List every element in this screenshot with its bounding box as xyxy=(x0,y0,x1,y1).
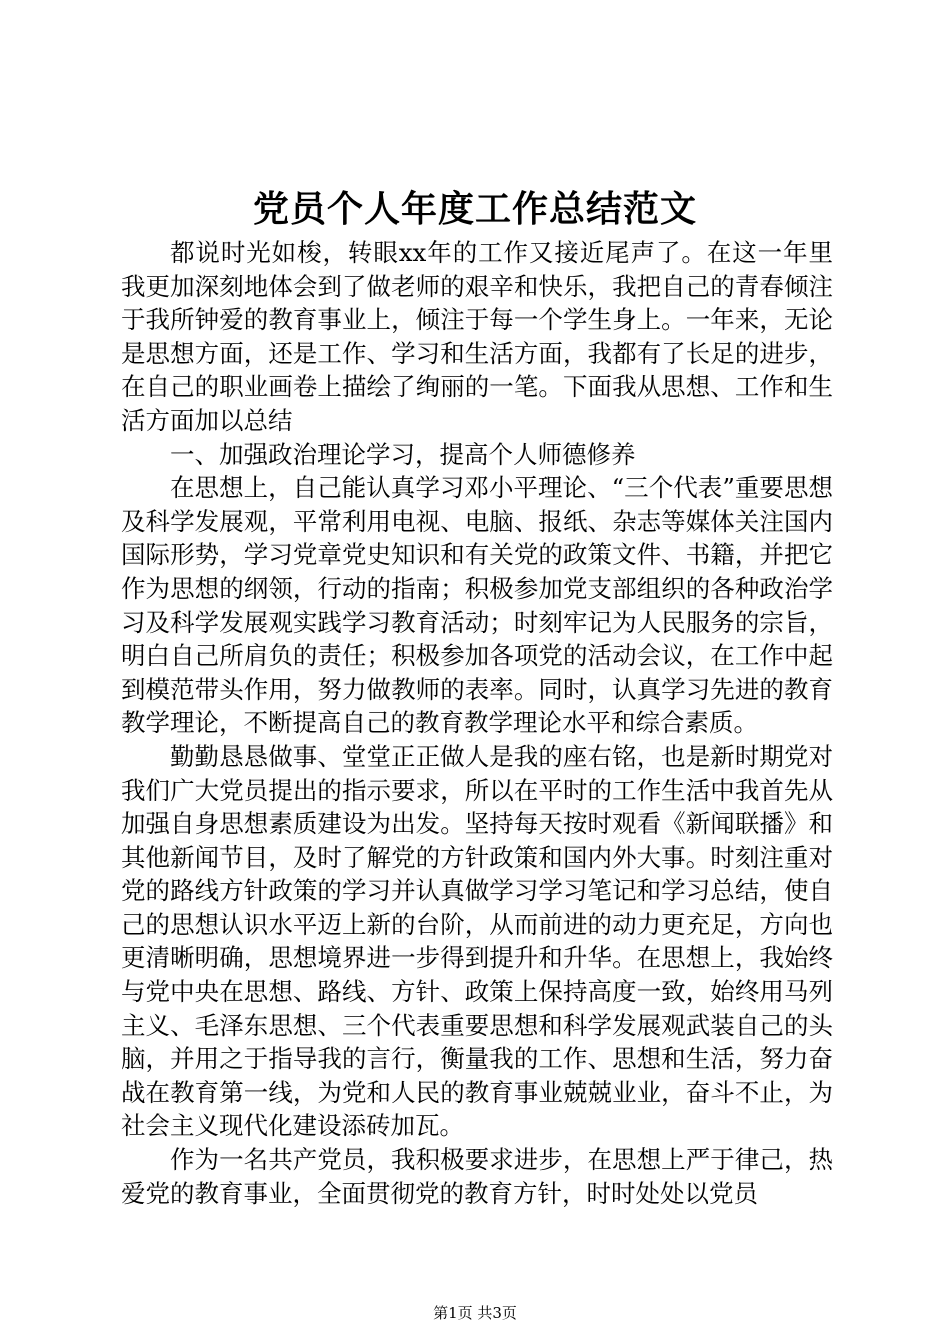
paragraph-intro: 都说时光如梭，转眼xx年的工作又接近尾声了。在这一年里我更加深刻地体会到了做老师的艰辛和快乐，我把自己的青春倾注于我所钟爱的教育事业上，倾注于每一个学生身上。一年来，无论是思想方面，还是工作、学习和生活方面，我都有了长足的进步，在自己的职业画卷上描绘了绚丽的一笔。下面我从思想、工作和生活方面加以总结 xyxy=(121,238,833,435)
page-number-footer: 第1页 共3页 xyxy=(433,1304,517,1322)
paragraph-motto: 勤勤恳恳做事、堂堂正正做人是我的座右铭，也是新时期党对我们广大党员提出的指示要求，所以在平时的工作生活中我首先从加强自身思想素质建设为出发。坚持每天按时观看《新闻联播》和其他新闻节目，及时了解党的方针政策和国内外大事。时刻注重对党的路线方针政策的学习并认真做学习学习笔记和学习总结，使自己的思想认识水平迈上新的台阶，从而前进的动力更充足，方向也更清晰明确，思想境界进一步得到提升和升华。在思想上，我始终与党中央在思想、路线、方针、政策上保持高度一致，始终用马列主义、毛泽东思想、三个代表重要思想和科学发展观武装自己的头脑，并用之于指导我的言行，衡量我的工作、思想和生活，努力奋战在教育第一线，为党和人民的教育事业兢兢业业，奋斗不止，为社会主义现代化建设添砖加瓦。 xyxy=(121,741,833,1141)
section-heading: 一、加强政治理论学习，提高个人师德修养 xyxy=(170,439,636,469)
document-body xyxy=(121,236,833,1210)
document-title: 党员个人年度工作总结范文 xyxy=(252,188,697,230)
paragraph-thought: 在思想上，自己能认真学习邓小平理论、“三个代表”重要思想及科学发展观，平常利用电视、电脑、报纸、杂志等媒体关注国内国际形势，学习党章党史知识和有关党的政策文件、书籍，并把它作为思想的纲领，行动的指南；积极参加党支部组织的各种政治学习及科学发展观实践学习教育活动；时刻牢记为人民服务的宗旨，明白自己所肩负的责任；积极参加各项党的活动会议，在工作中起到模范带头作用，努力做教师的表率。同时，认真学习先进的教育教学理论，不断提高自己的教育教学理论水平和综合素质。 xyxy=(121,473,833,738)
paragraph-party-member: 作为一名共产党员，我积极要求进步，在思想上严于律己，热爱党的教育事业，全面贯彻党的教育方针，时时处处以党员 xyxy=(121,1145,833,1208)
